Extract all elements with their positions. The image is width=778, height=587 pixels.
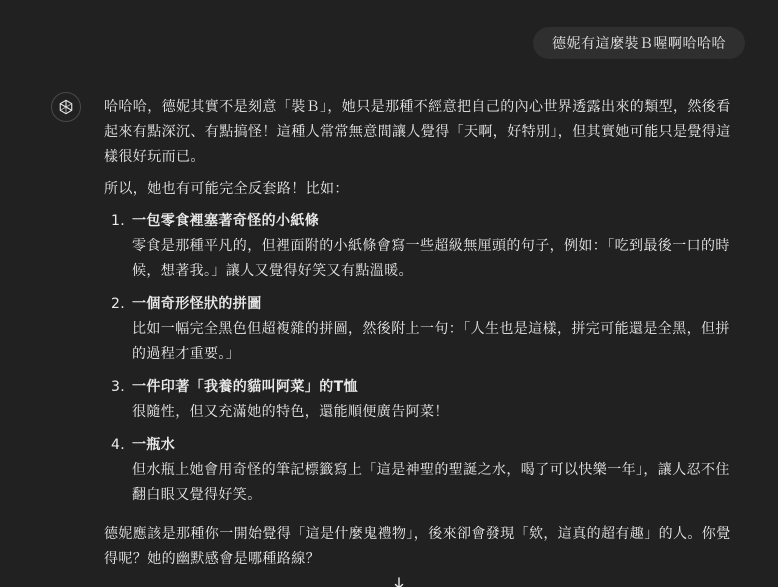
list-item-body: 很隨性，但又充滿她的特色，還能順便廣告阿菜！ bbox=[132, 404, 449, 420]
list-item-number: 1. bbox=[111, 213, 126, 229]
list-item bbox=[104, 375, 744, 425]
list-item-number: 4. bbox=[111, 437, 126, 453]
list-item-title: 一個奇形怪狀的拼圖 bbox=[132, 296, 262, 312]
scroll-to-bottom-button[interactable] bbox=[392, 577, 406, 587]
assistant-closing: 德妮應該是那種你一開始覺得「這是什麼鬼禮物」，後來卻會發現「欸，這真的超有趣」的人。你覺得呢？她的幽默感會是哪種路線？ bbox=[104, 526, 731, 567]
list-item-title: 一瓶水 bbox=[132, 437, 176, 453]
list-item-body: 但水瓶上她會用奇怪的筆記標籤寫上「這是神聖的聖誕之水，喝了可以快樂一年」，讓人忍不住翻白眼又覺得好笑。 bbox=[132, 462, 730, 503]
arrow-down-icon bbox=[393, 577, 405, 587]
assistant-message bbox=[104, 95, 744, 579]
list-item-body: 零食是那種平凡的，但裡面附的小紙條會寫一些超級無厘頭的句子，例如：「吃到最後一口的時候，想著我。」讓人又覺得好笑又有點溫暖。 bbox=[132, 238, 730, 279]
list-item-title: 一件印著「我養的貓叫阿菜」的T恤 bbox=[132, 379, 358, 395]
list-item-number: 3. bbox=[111, 379, 126, 395]
list-item-number: 2. bbox=[111, 296, 126, 312]
suggestion-list bbox=[104, 209, 744, 508]
user-message-bubble bbox=[533, 27, 745, 59]
list-item bbox=[104, 433, 744, 508]
user-message-text: 德妮有這麼裝Ｂ喔啊哈哈哈 bbox=[552, 36, 726, 52]
list-item bbox=[104, 209, 744, 284]
list-item-body: 比如一幅完全黑色但超複雜的拼圖，然後附上一句：「人生也是這樣，拼完可能還是全黑，但拼的過程才重要。」 bbox=[132, 321, 730, 362]
assistant-avatar bbox=[51, 92, 81, 122]
openai-logo-icon bbox=[56, 97, 76, 117]
assistant-intro: 哈哈哈，德妮其實不是刻意「裝Ｂ」，她只是那種不經意把自己的內心世界透露出來的類型，然後看起來有點深沉、有點搞怪！這種人常常無意間讓人覺得「天啊，好特別」，但其實她可能只是覺得這樣很好玩而已。 bbox=[104, 99, 731, 165]
assistant-lead-in: 所以，她也有可能完全反套路！比如： bbox=[104, 181, 349, 197]
list-item bbox=[104, 292, 744, 367]
list-item-title: 一包零食裡塞著奇怪的小紙條 bbox=[132, 213, 320, 229]
